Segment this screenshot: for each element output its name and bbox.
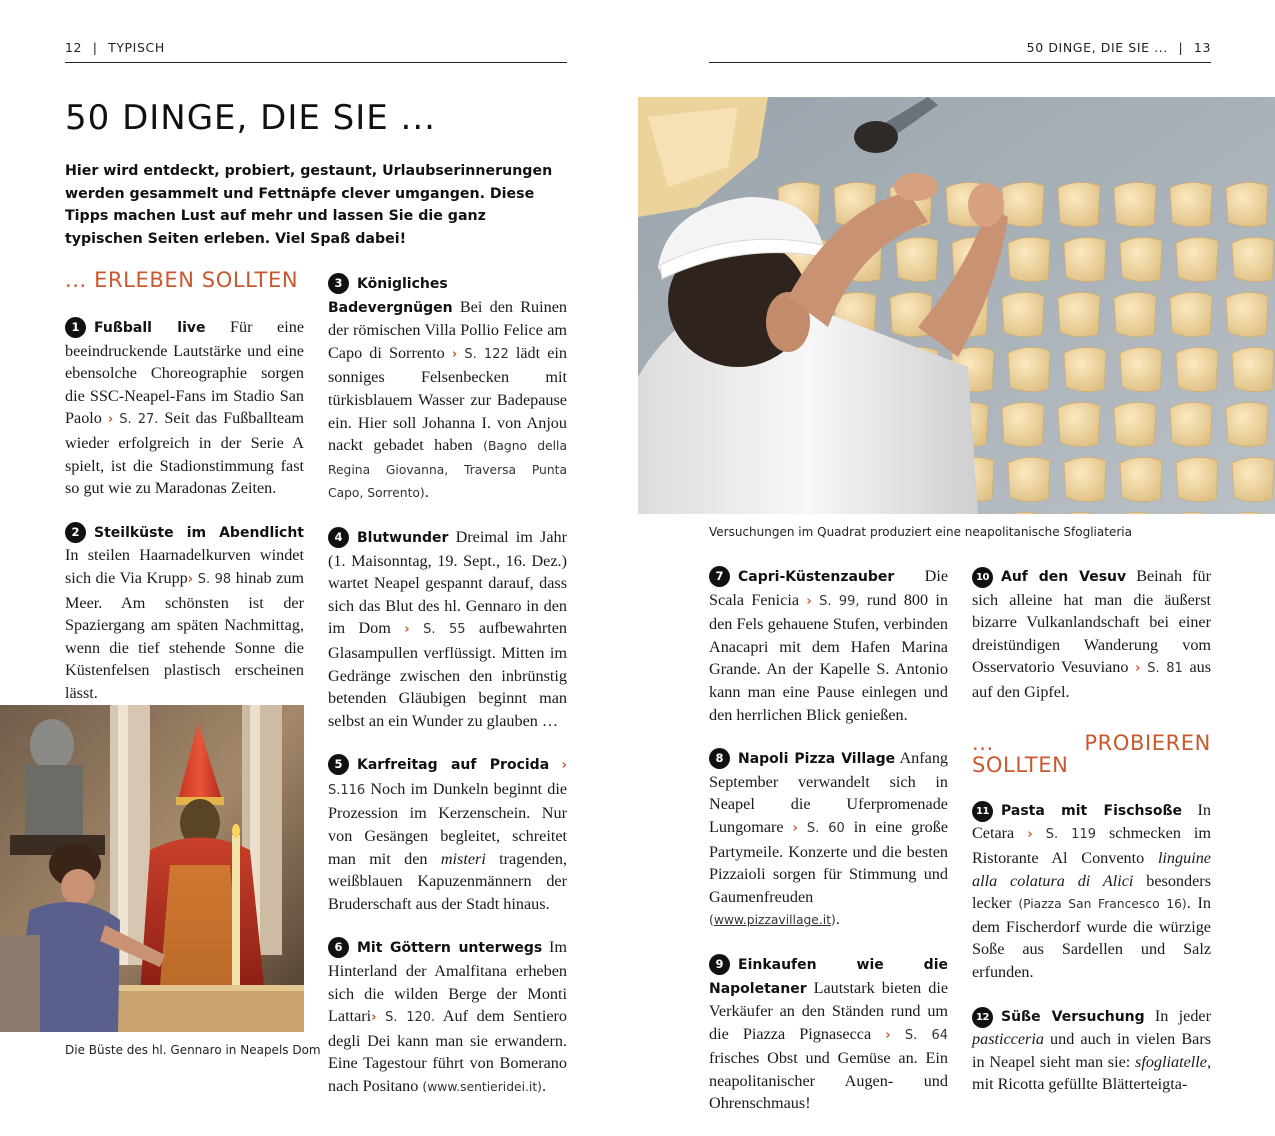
entry-6 (328, 936, 567, 1098)
column-2 (328, 272, 567, 1120)
page-reference-text: S. 81 (1147, 661, 1183, 677)
entry-heading: Mit Göttern unterwegs (357, 940, 543, 957)
entry-number-badge: 6 (328, 937, 349, 958)
arrow-right-icon: › (561, 758, 567, 774)
page-reference-text: S. 98 (197, 571, 232, 587)
page-reference-link[interactable] (1135, 661, 1183, 676)
header-rule-left (65, 62, 567, 63)
entry-12 (972, 1005, 1211, 1096)
arrow-right-icon: › (371, 1010, 377, 1026)
entry-number-badge: 11 (972, 801, 993, 822)
entry-text: Auf dem Sentiero degli Dei kann man sie erwandern. Eine Tagestour führt von Bomerano nach Positano (328, 1007, 567, 1095)
arrow-right-icon: › (451, 346, 458, 362)
entry-7 (709, 565, 948, 726)
entry-number-badge: 12 (972, 1007, 993, 1028)
entry-text: schmecken im Ristorante Al Convento (972, 824, 1211, 867)
running-header-left (65, 40, 165, 55)
entry-3 (328, 272, 567, 505)
address-note: (Piazza San Francesco 16) (1018, 897, 1187, 912)
header-separator: | (1178, 40, 1184, 55)
entry-heading: Karfreitag auf Procida (357, 757, 550, 774)
page-reference-link[interactable] (452, 347, 509, 362)
entry-text: . (424, 483, 429, 502)
page-title: 50 DINGE, DIE SIE ... (65, 98, 436, 138)
entry-5 (328, 753, 567, 915)
entry-10 (972, 565, 1211, 704)
arrow-right-icon: › (404, 622, 410, 638)
entry-8 (709, 747, 948, 932)
entry-text: In Cetara (972, 800, 1211, 843)
page-reference-text: S. 119 (1045, 827, 1096, 843)
entry-number-badge: 4 (328, 527, 349, 548)
entry-text: Anfang September verwandelt sich in Neapel die Uferpromenade Lungomare (709, 749, 949, 836)
intro-text: Hier wird entdeckt, probiert, gestaunt, Urlaubserinnerungen werden gesammelt und Fettnäpfe clever umgangen. Diese Tipps machen Lust auf mehr und lassen Sie die ganz typischen Seiten erleben. Viel Spaß dabei! (65, 163, 553, 247)
entry-heading: Einkaufen wie die Napoletaner (709, 956, 948, 997)
entry-text: Lautstark bieten die Verkäufer an den Ständen rund um die Piazza Pignasecca (709, 978, 948, 1043)
entry-text: Im Hinterland der Amalfitana erheben sich die wilden Berge der Monti Lattari (328, 938, 568, 1026)
entry-heading: Blutwunder (357, 529, 449, 546)
entry-1 (65, 316, 304, 500)
entry-number-badge: 7 (709, 566, 730, 587)
paren-close: ) (831, 913, 836, 928)
entry-text: . (541, 1077, 546, 1095)
column-1 (65, 316, 304, 726)
running-header-right (1027, 40, 1211, 55)
entry-text: Die Scala Fenicia (709, 567, 948, 609)
page-reference-link[interactable] (885, 1028, 948, 1043)
page-reference-text: S.116 (328, 782, 366, 798)
entry-number-badge: 10 (972, 567, 993, 588)
entry-heading: Fußball live (94, 320, 206, 336)
entry-text: aufbewahrten Glasampullen verflüssigt. Mitten im Gedränge zwischen den inbrünstig betenden Gläubigen beginnt man selbst an ein Wunder zu glauben … (328, 619, 568, 730)
entry-heading: Pasta mit Fischsoße (1001, 802, 1183, 819)
page-reference-text: S. 27. (119, 412, 159, 428)
entry-text: tragenden, weißblauen Kapuzenmännern der Bruderschaft aus der Stadt hinaus. (328, 849, 568, 913)
entry-text: aus auf den Gipfel. (972, 658, 1212, 701)
column-3 (709, 565, 948, 1136)
header-separator: | (92, 40, 98, 55)
entry-2 (65, 521, 304, 705)
entry-text: mit Ricotta gefüllte Blätterteigta- (972, 1075, 1188, 1094)
arrow-right-icon: › (806, 593, 812, 609)
entry-text: In jeder (1154, 1006, 1211, 1025)
page-reference-link[interactable] (371, 1010, 435, 1025)
section-heading-probieren: ... PROBIEREN SOLLTEN (972, 730, 1211, 778)
entry-number-badge: 8 (709, 748, 730, 769)
entry-emphasis: linguine alla colatura di Alici (972, 848, 1211, 890)
page-number-right: 13 (1193, 40, 1211, 55)
entry-text: Noch im Dunkeln beginnt die Prozession im Kerzenschein. Nur von Gesängen begleitet, schreitet man mit den (328, 779, 568, 868)
arrow-right-icon: › (1135, 661, 1141, 677)
entry-text: rund 800 in den Fels gehauene Stufen, verbinden Anacapri mit dem Hafen Marina Grande. An der Kapelle S. Antonio kann man eine Pause einlegen und den herrlichen Blick genießen. (709, 590, 949, 724)
arrow-right-icon: › (792, 820, 798, 836)
arrow-right-icon: › (1027, 827, 1033, 843)
entry-text: hinab zum Meer. Am schönsten ist der Spaziergang am späten Nachmittag, wenn die tief stehende Sonne die Küstenfelsen plastisch erscheinen lässt. (65, 568, 305, 702)
entry-heading: Süße Versuchung (1001, 1008, 1145, 1025)
entry-heading: Capri-Küstenzauber (738, 569, 895, 585)
page-reference-link[interactable] (188, 572, 231, 587)
pastry-photo (638, 97, 1275, 514)
header-section: TYPISCH (108, 40, 165, 55)
entry-text: frisches Obst und Gemüse an. Ein neapolitanischer Augen- und Ohrenschmaus! (709, 1049, 948, 1113)
page-reference-text: S. 55 (423, 622, 466, 638)
entry-4 (328, 526, 567, 732)
entry-text: Seit das Fußballteam wieder erfolgreich in der Serie A spielt, ist die Stadionstimmung fast so gut wie zu Maradonas Zeiten. (65, 409, 305, 498)
website-note: (www.sentieridei.it) (422, 1080, 542, 1094)
website-note (709, 913, 836, 927)
arrow-right-icon: › (107, 412, 114, 428)
entry-number-badge: 1 (65, 317, 86, 338)
page-reference-link[interactable] (108, 412, 159, 427)
page-reference-link[interactable] (404, 622, 465, 637)
entry-text: Beinah für sich alleine hat man die äußerst bizarre Vulkanlandschaft bei einer dreistündigen Wanderung vom Osservatorio Vesuviano (972, 567, 1211, 677)
entry-text: In steilen Haarnadelkurven windet sich die Via Krupp (65, 546, 304, 587)
caption-statue: Die Büste des hl. Gennaro in Neapels Dom (65, 1043, 321, 1057)
page-reference-text: S. 64 (904, 1027, 949, 1043)
entry-text: besonders lecker (972, 871, 1211, 913)
entry-11 (972, 799, 1211, 984)
statue-photo (0, 705, 304, 1032)
entry-number-badge: 5 (328, 754, 349, 775)
header-title: 50 DINGE, DIE SIE ... (1026, 40, 1168, 55)
entry-emphasis: sfogliatelle, (1135, 1052, 1211, 1071)
entry-heading: Steilküste im Abendlicht (94, 524, 304, 541)
entry-text: Für eine beeindruckende Lautstärke und eine ebensolche Choreographie sorgen die SSC-Neapel-Fans im Stadio San Paolo (65, 318, 305, 428)
entry-number-badge: 9 (709, 954, 730, 975)
entry-text: Dreimal im Jahr (1. Maisonntag, 19. Sept., 16. Dez.) wartet Neapel gespannt darauf, dass sich das Blut des hl. Gennaro in den im Dom (328, 527, 568, 638)
page-reference-text: S. 60 (806, 820, 845, 836)
arrow-right-icon: › (885, 1027, 891, 1043)
entry-text: und auch in vielen Bars in Neapel sieht man sie: (972, 1030, 1212, 1071)
column-4 (972, 565, 1211, 1117)
address-note: (Bagno della Regina Giovanna, Traversa Punta Capo, Sorrento) (328, 439, 567, 501)
entry-heading: Königliches Badevergnügen (328, 276, 453, 316)
entry-number-badge: 3 (328, 273, 349, 294)
entry-text: in eine große Partymeile. Konzerte und die besten Pizzaioli sorgen für Stimmung und Gaumenfreuden (709, 817, 949, 906)
page-reference-link[interactable] (806, 594, 859, 609)
paren-open: ( (709, 913, 714, 928)
entry-emphasis: misteri (440, 849, 486, 868)
entry-text: . In dem Fischerdorf wurde die würzige Soße aus Sardellen und Salz erfunden. (972, 894, 1211, 981)
entry-text: . (835, 910, 840, 929)
entry-heading: Auf den Vesuv (1001, 569, 1127, 585)
page-reference-text: S. 122 (464, 346, 509, 362)
entry-emphasis: pasticceria (972, 1030, 1044, 1049)
page-reference-link[interactable] (793, 821, 845, 836)
entry-number-badge: 2 (65, 522, 86, 543)
header-rule-right (709, 62, 1211, 63)
page-number-left: 12 (65, 40, 83, 55)
caption-pastry: Versuchungen im Quadrat produziert eine neapolitanische Sfogliateria (709, 525, 1132, 539)
website-link[interactable]: www.pizzavillage.it (713, 913, 832, 928)
page-reference-text: S. 120. (385, 1010, 436, 1026)
entry-9 (709, 953, 948, 1115)
page-reference-text: S. 99, (819, 593, 860, 609)
entry-heading: Napoli Pizza Village (738, 751, 896, 768)
entry-text: Bei den Ruinen der römischen Villa Pollio Felice am Capo di Sorrento (328, 297, 567, 362)
arrow-right-icon: › (187, 571, 194, 587)
section-heading-erleben: ... ERLEBEN SOLLTEN (65, 268, 299, 292)
entry-text: lädt ein sonniges Felsenbecken mit türkisblauem Wasser zur Badepause ein. Hier soll Johanna I. von Anjou nackt gebadet haben (328, 343, 568, 455)
page-reference-link[interactable] (1027, 827, 1096, 842)
